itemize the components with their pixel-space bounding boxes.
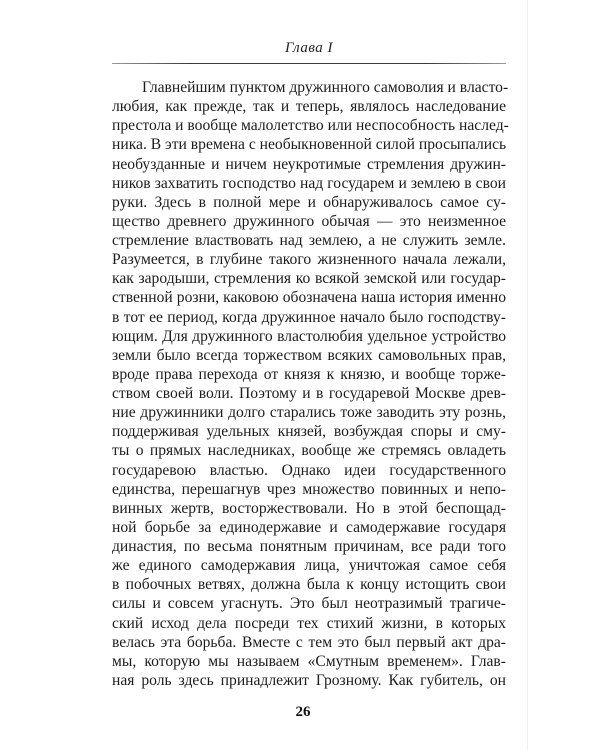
running-head: Глава I — [284, 40, 334, 56]
text-line: стремление властвовать над землею, а не служить земле. — [112, 232, 506, 249]
header-rule — [112, 63, 506, 64]
text-line: руки. Здесь в полной мере и обнаруживалось самое су- — [112, 193, 506, 211]
text-line: щество древнего дружинного обычая — это неизменное — [112, 212, 506, 230]
text-line: винных жертв, восторжествовали. Но в этой беспощад- — [112, 499, 506, 517]
text-line: ние дружинники долго старались тоже заводить эту рознь, — [112, 404, 506, 422]
text-line: мы, которую мы называем «Смутным временем». Глав- — [112, 652, 506, 670]
text-line: ников захватить господство над государем и землею в свои — [112, 174, 506, 192]
text-line: ский исход дела посреди тех стихий жизни, в которых — [112, 614, 506, 632]
text-line: ющим. Для дружинного властолюбия удельное устройство — [112, 327, 506, 345]
text-line: династия, по весьма понятным причинам, все ради того — [112, 538, 506, 555]
text-line: силы и совсем угаснуть. Это был неотразимый трагиче- — [112, 595, 506, 613]
text-line: ной борьбе за единодержавие и самодержавие государя — [112, 518, 506, 536]
text-line: необузданные и ничем неукротимые стремления дружин- — [112, 155, 506, 173]
text-line: любия, как прежде, так и теперь, являлось наследование — [112, 98, 506, 116]
text-line: в тот ее период, когда дружинное начало было господству- — [112, 308, 506, 326]
text-line: как зародыши, стремления ко всякой земской или государ- — [112, 270, 506, 288]
text-line: земли было всегда торжеством всяких самовольных прав, — [112, 346, 506, 364]
text-line: Разумеется, в глубине такого жизненного начала лежали, — [112, 251, 506, 269]
text-line: государевою властью. Однако идеи государственного — [112, 461, 506, 479]
text-line: поддерживая удельных князей, возбуждая споры и сму- — [112, 423, 506, 441]
text-line: ная роль здесь принадлежит Грозному. Как губитель, он — [112, 671, 506, 689]
page-edge-shadow — [527, 0, 528, 750]
page-number: 26 — [295, 704, 311, 720]
text-line: ством своей воли. Поэтому и в государевой Москве древ- — [112, 385, 506, 402]
body-paragraph — [112, 78, 509, 690]
text-line: Главнейшим пунктом дружинного самоволия и власто- — [142, 79, 509, 96]
text-line: вроде права перехода от князя к князю, и вообще торже- — [112, 365, 506, 383]
text-line: единства, перешагнув чрез множество повинных и непо- — [112, 480, 506, 498]
text-line: ты о прямых наследниках, вообще же стремясь овладеть — [112, 442, 506, 460]
text-line: же единого самодержавия лица, уничтожая самое себя — [112, 557, 506, 575]
text-line: престола и вообще малолетство или неспособность наслед- — [112, 117, 509, 135]
text-line: ственной розни, каковою обозначена наша история именно — [112, 289, 506, 307]
text-line: ника. В эти времена с необыкновенной силой просыпались — [112, 136, 507, 154]
text-line: в побочных ветвях, должна была к концу истощить свои — [112, 576, 506, 594]
text-line: велась эта борьба. Вместе с тем это был первый акт дра- — [112, 633, 506, 651]
